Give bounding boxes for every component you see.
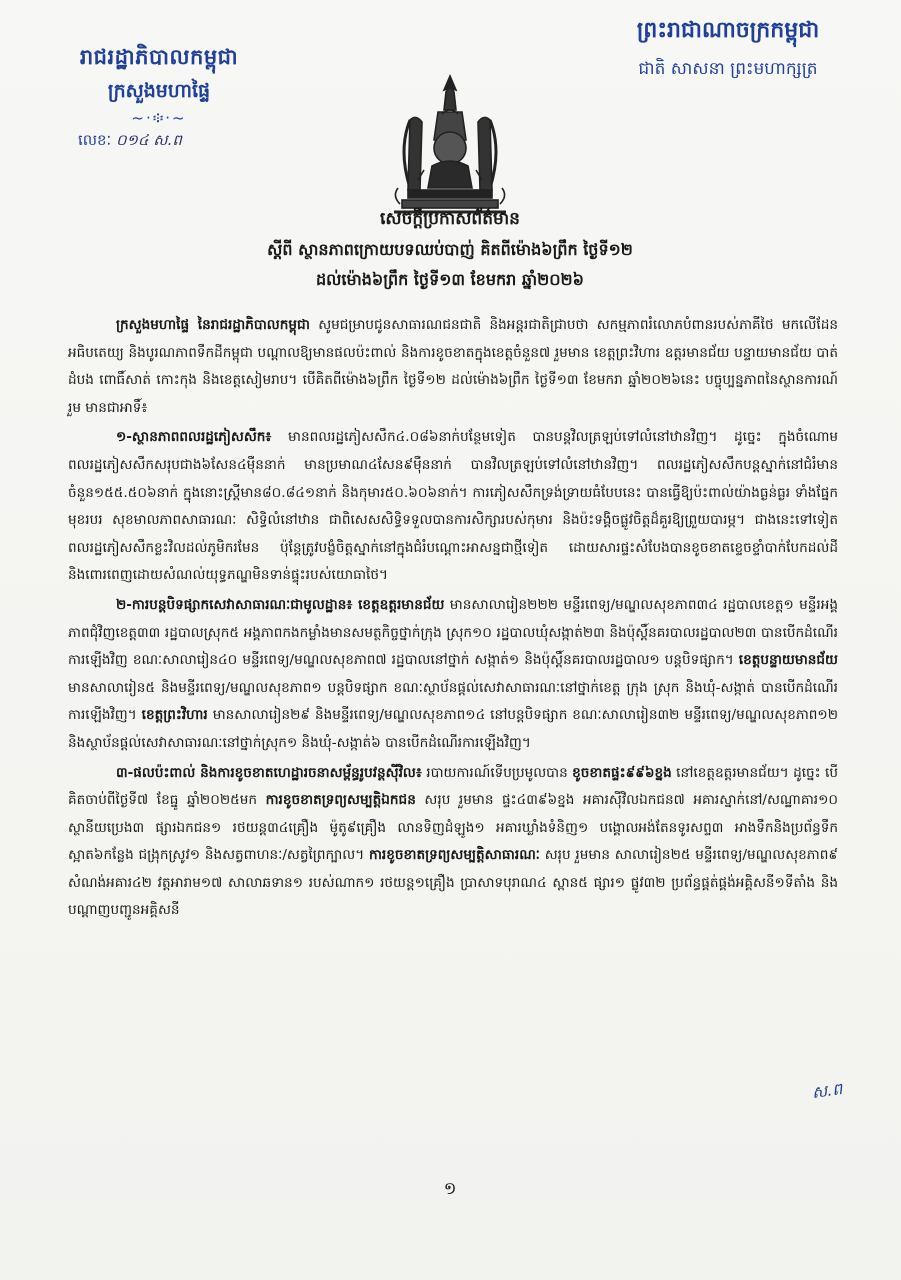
ornament-divider: ~·፨·~ [131, 109, 187, 127]
section-3-paragraph [68, 760, 838, 926]
section-2-text: មានសាលារៀន២២២ មន្ទីរពេទ្យ/មណ្ឌលសុខភាព៣៤ រដ្ឋបាលខេត្ត១ មន្ទីរអង្គភាពជុំវិញខេត្ត៣៣ រដ្ឋបាលស្រុក៥ អង្គភាពកងកម្លាំងមានសមត្ថកិច្ចថ្នាក់ក្រុង ស្រុក១០ រដ្ឋបាលឃុំសង្កាត់២៣ និងប៉ុស្តិ៍នគរបាលរដ្ឋបាល២៣ បានបើកដំណើរការឡើងវិញ ខណៈសាលារៀន៤០ មន្ទីរពេទ្យ/មណ្ឌលសុខភាព៧ រដ្ឋបាលនៅថ្នាក់ សង្កាត់១ និងប៉ុស្តិ៍នគរបាលរដ្ឋបាល១ បន្តបិទផ្សាក។ [68, 596, 838, 669]
section-3-text-4: សរុប រួមមាន សាលារៀន២៥ មន្ទីរពេទ្យ/មណ្ឌលសុខភាព៩ សំណង់អគារ៤២ វត្តអារាម១៧ សាលាឆទាន១ របស់ណាក១ រថយន្ត១គ្រឿង ប្រាសាទបុរាណ៤ ស្ពាន៥ ផ្សារ១ ផ្លូវ៣២ ប្រព័ន្ធផ្គត់ផ្គង់អគ្គិសនី១ទីតាំង និងបណ្តាញបញ្ជូនអគ្គិសនី [68, 847, 838, 919]
title-line-3: ដល់ម៉ោង៦ព្រឹក ថ្ងៃទី១៣ ខែមករា ឆ្នាំ២០២៦ [316, 270, 584, 289]
section-3-heading: ៣-ផលប៉ះពាល់ និងការខូចខាតហេដ្ឋារចនាសម្ព័ន្ធរូបវន្តស៊ីវិល៖ [116, 764, 422, 781]
reference-number [64, 131, 254, 153]
section-1-heading: ១-ស្ថានភាពពលរដ្ឋភៀសសឹក៖ [116, 429, 272, 446]
announcement-body [68, 312, 838, 925]
kingdom-header [598, 16, 858, 83]
title-line-2: ស្តីពី ស្ថានភាពក្រោយបទឈប់បាញ់ គិតពីម៉ោង៦ព្រឹក ថ្ងៃទី១២ [267, 240, 633, 259]
section-2-bold-3: ខេត្តព្រះវិហារ [141, 707, 208, 724]
section-2-paragraph [68, 592, 838, 758]
section-2-text-2: មានសាលារៀន៥ និងមន្ទីរពេទ្យ/មណ្ឌលសុខភាព១ បន្តបិទផ្សាក ខណៈស្ថាប័នផ្តល់សេវាសាធារណៈនៅថ្នាក់ខេត្ត ក្រុង ស្រុក និងឃុំ-សង្កាត់ បានបើកដំណើរការឡើងវិញ។ [68, 679, 838, 724]
royal-coat-of-arms-icon [380, 70, 520, 220]
section-2-text-3: មានសាលារៀន២៩ និងមន្ទីរពេទ្យ/មណ្ឌលសុខភាព១៤ នៅបន្តបិទផ្សាក ខណៈសាលារៀន៣២ មន្ទីរពេទ្យ/មណ្ឌលសុខភាព១២ និងស្ថាប័នផ្តល់សេវាសាធារណៈនៅថ្នាក់ស្រុក១ និងឃុំ-សង្កាត់៦ បានបើកដំណើរការឡើងវិញ។ [68, 707, 838, 751]
section-3-bold-3: ការខូចខាតទ្រព្យសម្បត្តិឯកជន [265, 792, 416, 809]
section-3-text: របាយការណ៍ទើបប្រមូលបាន [421, 764, 573, 781]
section-3-text-3: សរុប រួមមាន ផ្ទះ៤៣៩៦ខ្នង អគារស៊ីវិលឯកជន៧ អគារស្នាក់នៅ/សណ្ឋាគារ១០ ស្ថានីយប្រេង៣ ផ្សារឯកជន១ រថយន្ត៣៤គ្រឿង ម៉ូតូ៩គ្រឿង លានទិញដំឡូង១ អគារឃ្លាំងទំនិញ១ បង្គោលអង់តែនទូរសព្ទ៣ អាងទឹកនិងប្រព័ន្ធទឹកស្អាត៦កន្លែង ជង្រុកស្រូវ១ និងសត្វពាហនៈ/សត្វព្រៃក្បាល។ [68, 792, 838, 864]
announcement-title [190, 208, 710, 293]
section-2-heading: ២-ការបន្តបិទផ្សាកសេវាសាធារណៈជាមូលដ្ឋាន៖ ខេត្តឧត្តរមានជ័យ [116, 596, 445, 613]
ministry-header [64, 44, 254, 153]
intro-text: សូមជម្រាបជូនសាធារណជនជាតិ និងអន្តរជាតិជ្រាបថា សកម្មភាពរំលោភបំពានរបស់ភាគីថៃ មកលើដែនអធិបតេយ្យ និងបូរណភាពទឹកដីកម្ពុជា បណ្តាលឱ្យមានផលប៉ះពាល់ និងការខូចខាតក្នុងខេត្តចំនួន៧ រួមមាន ខេត្តព្រះវិហារ ឧត្តរមានជ័យ បន្ទាយមានជ័យ បាត់ដំបង ពោធិ៍សាត់ កោះកុង និងខេត្តសៀមរាប។ បើគិតពីម៉ោង៦ព្រឹក ថ្ងៃទី១២ ដល់ម៉ោង៦ព្រឹក ថ្ងៃទី១៣ ខែមករា ឆ្នាំ២០២៦នេះ បច្ចុប្បន្នភាពនៃស្ថានការណ៍រួម មានជាអាទិ៍៖ [68, 317, 838, 416]
kingdom-name: ព្រះរាជាណាចក្រកម្ពុជា [636, 18, 820, 43]
section-3-text-2: នៅខេត្តឧត្តរមានជ័យ។ ដូច្នេះ បើគិតចាប់ពីថ្ងៃទី៧ ខែធ្នូ ឆ្នាំ២០២៥មក [68, 764, 838, 809]
intro-paragraph [68, 312, 838, 422]
government-name: រាជរដ្ឋាភិបាលកម្ពុជា [79, 45, 239, 69]
handwritten-initials: ស.ព [810, 1078, 844, 1103]
intro-bold: ក្រសួងមហាផ្ទៃ នៃរាជរដ្ឋាភិបាលកម្ពុជា [116, 317, 310, 333]
section-3-bold-4: ការខូចខាតទ្រព្យសម្បត្តិសាធារណៈ [368, 847, 540, 864]
page-number: ១ [443, 1179, 457, 1199]
section-1-text: មានពលរដ្ឋភៀសសឹក៤.០៨៦នាក់បន្ថែមទៀត បានបន្តវិលត្រឡប់ទៅលំនៅឋានវិញ។ ដូច្នេះ ក្នុងចំណោមពលរដ្ឋភៀសសឹកសរុបជាង៦សែន៤ម៉ឺននាក់ មានប្រមាណ៤សែន៩ម៉ឺននាក់ បានវិលត្រឡប់ទៅលំនៅឋានវិញ។ ពលរដ្ឋភៀសសឹកបន្តស្នាក់នៅជំរំមានចំនួន១៥៥.៥០៦នាក់ ក្នុងនោះស្ត្រីមាន៨០.៨៤១នាក់ និងកុមារ៥០.៦០៦នាក់។ ការភៀសសឹកទ្រង់ទ្រាយធំបែបនេះ បានធ្វើឱ្យប៉ះពាល់យ៉ាងធ្ងន់ធ្ងរ ទាំងផ្នែកមុខរបរ សុខមាលភាពសាធារណៈ សិទ្ធិលំនៅឋាន ជាពិសេសសិទ្ធិទទួលបានការសិក្សារបស់កុមារ និងប៉ះទង្គិចផ្លូវចិត្តដ៏គួរឱ្យព្រួយបារម្ភ។ ជាងនេះទៅទៀត ពលរដ្ឋភៀសសឹកខ្លះវិលដល់ភូមិករមែន ប៉ុន្តែត្រូវបង្ខំចិត្តស្នាក់នៅក្នុងជំរំបណ្តោះអាសន្នជាថ្មីទៀត ដោយសារផ្ទះសំបែងបានខូចខាតខ្ទេចខ្ទាំបាក់បែកដល់ដី និងពោរពេញដោយសំណល់យុទ្ធភណ្ឌមិនទាន់ផ្ទុះរបស់យោធាថៃ។ [68, 429, 838, 584]
section-1-paragraph [68, 424, 838, 590]
national-motto: ជាតិ សាសនា ព្រះមហាក្សត្រ [638, 59, 818, 79]
section-2-bold-2: ខេត្តបន្ទាយមានជ័យ [738, 652, 838, 669]
reference-value: ០១៤ ស.ព [115, 131, 182, 149]
title-line-1: សេចក្តីប្រកាសព័ត៌មាន [380, 209, 520, 229]
section-3-bold-2: ខូចខាតផ្ទះ៩៩៦ខ្នង [572, 764, 672, 781]
ministry-name: ក្រសួងមហាផ្ទៃ [107, 80, 211, 102]
reference-label: លេខៈ [78, 131, 112, 149]
